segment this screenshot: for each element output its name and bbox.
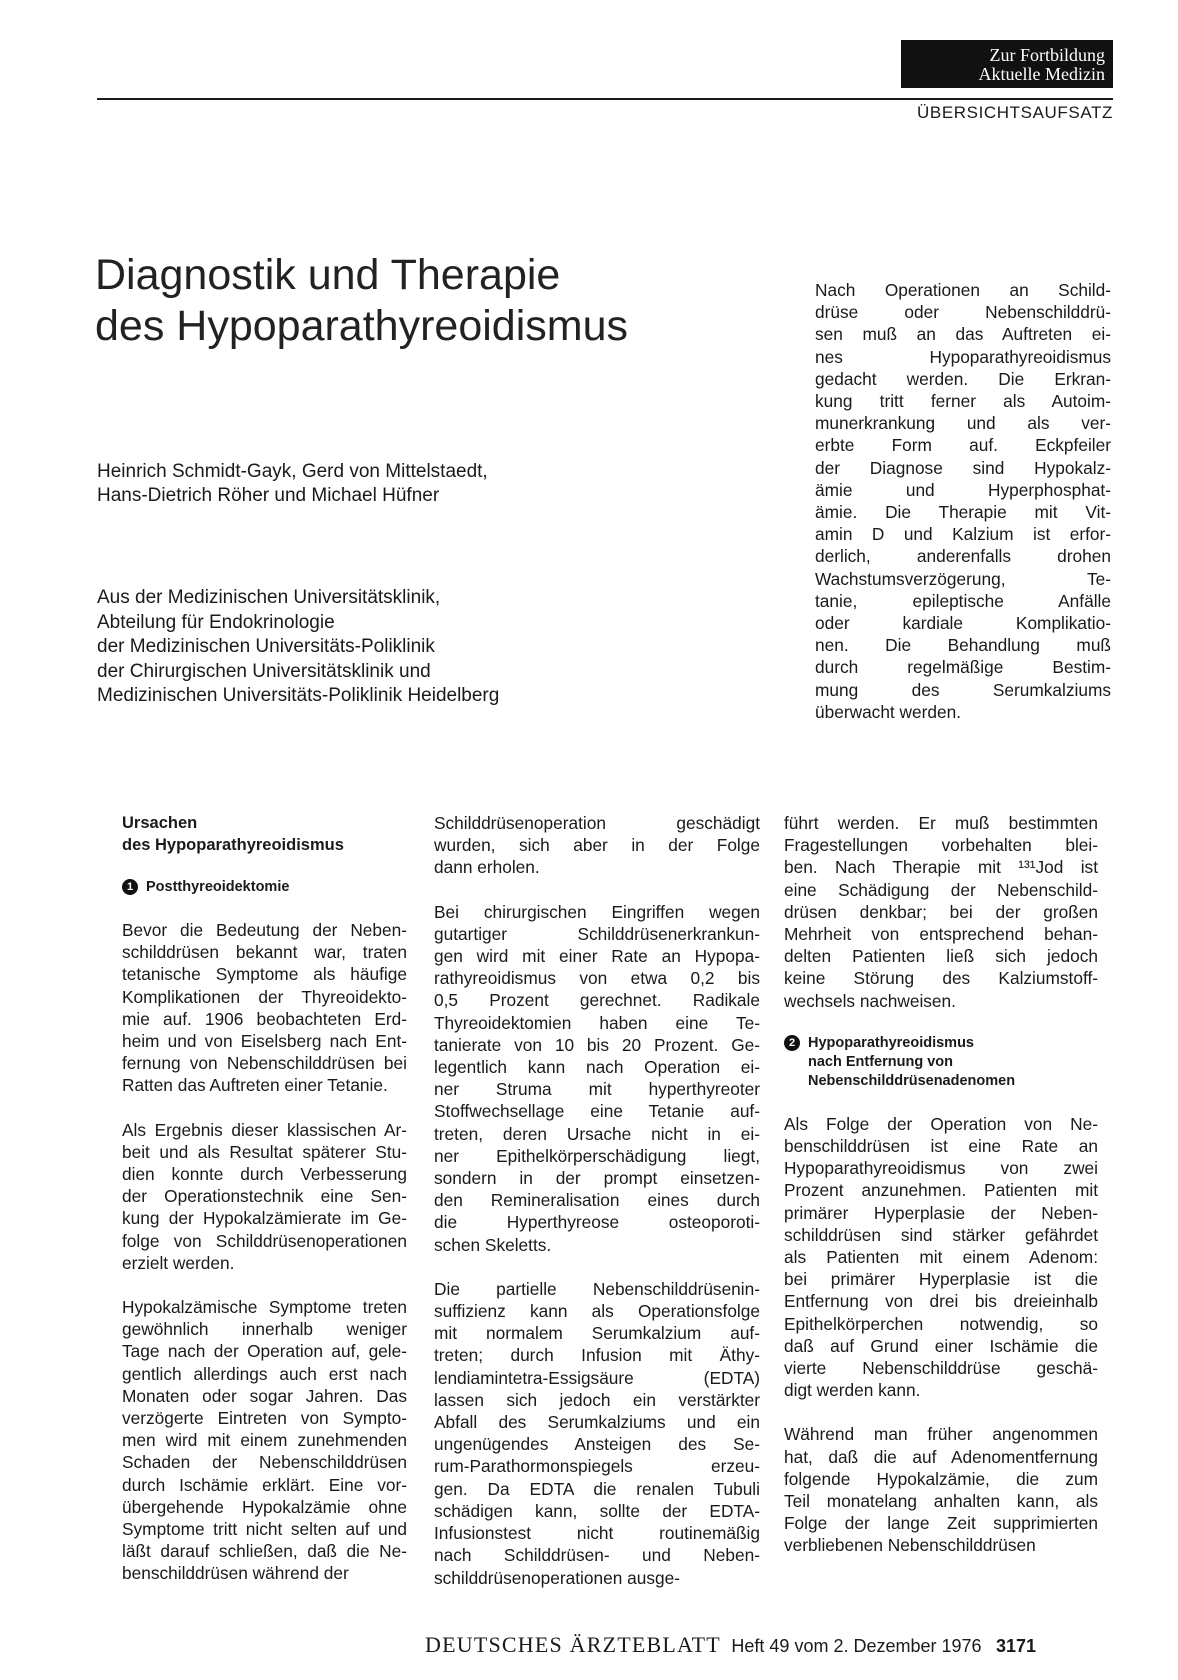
- text-line: Teil monatelang anhalten kann, als: [784, 1491, 1098, 1512]
- text-line: wechsels nachweisen.: [784, 990, 956, 1011]
- text-line: beit und als Resultat späterer Stu-: [122, 1141, 407, 1162]
- text-line: der Operationstechnik eine Sen-: [122, 1186, 407, 1207]
- paragraph: [122, 919, 407, 1097]
- text-line: verzögerte Eintreten von Sympto-: [122, 1408, 407, 1429]
- text-line: Hypokalzämische Symptome treten: [122, 1297, 407, 1318]
- text-line: oder kardiale Komplikatio-: [815, 613, 1111, 634]
- text-line: folgende Hypokalzämie, die zum: [784, 1468, 1098, 1489]
- badge-line: Zur Fortbildung: [989, 45, 1105, 65]
- text-line: Während man früher angenommen: [784, 1424, 1098, 1445]
- affiliation: [97, 586, 697, 709]
- text-line: sondern in der prompt einsetzen-: [434, 1168, 760, 1189]
- text-line: Bevor die Bedeutung der Neben-: [122, 920, 407, 940]
- text-line: durch regelmäßige Bestim-: [815, 657, 1111, 678]
- text-line: rathyreoidismus von etwa 0,2 bis: [434, 968, 760, 989]
- text-line: ner Struma mit hyperthyreoter: [434, 1079, 760, 1100]
- paragraph: [784, 1423, 1098, 1556]
- column-3: [784, 812, 1098, 1557]
- text-line: mit normalem Serumkalzium auf-: [434, 1323, 760, 1344]
- text-line: führt werden. Er muß bestimmten: [784, 813, 1098, 833]
- text-line: schilddrüsenoperationen ausge-: [434, 1567, 680, 1588]
- subsection-title: [808, 1034, 1015, 1091]
- page-footer: [425, 1632, 1115, 1658]
- text-line: überwacht werden.: [815, 701, 962, 722]
- badge-line: Aktuelle Medizin: [978, 64, 1105, 84]
- title-line: Diagnostik und Therapie: [95, 251, 561, 299]
- title-line: des Hypoparathyreoidismus: [95, 302, 628, 350]
- issue-info: Heft 49 vom 2. Dezember 1976: [731, 1636, 982, 1656]
- text-line: gentlich allerdings auch erst nach: [122, 1363, 407, 1384]
- subsection-number-badge: 1: [122, 879, 138, 895]
- column-2: [434, 812, 760, 1589]
- subsection-number-badge: 2: [784, 1035, 800, 1051]
- text-line: Entfernung von drei bis dreieinhalb: [784, 1291, 1098, 1312]
- paragraph: [434, 1278, 760, 1589]
- text-line: Abfall des Serumkalziums und ein: [434, 1412, 760, 1433]
- text-line: gen wird mit einer Rate an Hypopa-: [434, 946, 760, 967]
- text-line: benschilddrüsen ist eine Rate an: [784, 1136, 1098, 1157]
- text-line: schädigen kann, sollte der EDTA-: [434, 1500, 760, 1521]
- text-line: ben. Nach Therapie mit ¹³¹Jod ist: [784, 857, 1098, 878]
- journal-name: DEUTSCHES ÄRZTEBLATT: [425, 1632, 721, 1657]
- text-line: legentlich kann nach Operation ei-: [434, 1057, 760, 1078]
- text-line: fernung von Nebenschilddrüsen bei: [122, 1053, 407, 1074]
- text-line: Komplikationen der Thyreoidekto-: [122, 986, 407, 1007]
- text-line: Stoffwechsellage eine Tetanie auf-: [434, 1101, 760, 1122]
- text-line: delten Patienten ließ sich jedoch: [784, 946, 1098, 967]
- subsection-title-line: Postthyreoidektomie: [146, 879, 290, 895]
- text-line: 0,5 Prozent gerechnet. Radikale: [434, 990, 760, 1011]
- column-1: [122, 812, 407, 1585]
- paragraph: [434, 901, 760, 1256]
- text-line: gen. Da EDTA die renalen Tubuli: [434, 1478, 760, 1499]
- text-line: drüsen denkbar; bei der großen: [784, 901, 1098, 922]
- text-line: übergehende Hypokalzämie ohne: [122, 1496, 407, 1517]
- text-line: dien konnte durch Verbesserung: [122, 1164, 407, 1185]
- text-line: Nach Operationen an Schild-: [815, 280, 1111, 300]
- text-line: durch Ischämie erklärt. Eine vor-: [122, 1474, 407, 1495]
- text-line: ner Epithelkörperschädigung liegt,: [434, 1145, 760, 1166]
- text-line: bei primärer Hyperplasie ist die: [784, 1269, 1098, 1290]
- affiliation-line: Abteilung für Endokrinologie: [97, 611, 335, 633]
- text-line: gewöhnlich innerhalb weniger: [122, 1319, 407, 1340]
- text-line: benschilddrüsen während der: [122, 1563, 349, 1584]
- text-line: nen. Die Behandlung muß: [815, 635, 1111, 656]
- text-line: lendiamintetra-Essigsäure (EDTA): [434, 1367, 760, 1388]
- text-line: dann erholen.: [434, 857, 540, 878]
- text-line: ämie. Die Therapie mit Vit-: [815, 502, 1111, 523]
- text-line: schilddrüsen bekannt war, traten: [122, 942, 407, 963]
- text-line: Ratten das Auftreten einer Tetanie.: [122, 1075, 388, 1096]
- section-label: ÜBERSICHTSAUFSATZ: [917, 103, 1113, 122]
- article-title: [95, 250, 795, 352]
- text-line: heim und von Eiselsberg nach Ent-: [122, 1031, 407, 1052]
- author-list: [97, 460, 657, 508]
- text-line: gedacht werden. Die Erkran-: [815, 368, 1111, 389]
- text-line: ungenügendes Ansteigen des Se-: [434, 1434, 760, 1455]
- section-heading: [122, 812, 407, 856]
- page-number: 3171: [996, 1636, 1037, 1656]
- text-line: Wachstumsverzögerung, Te-: [815, 568, 1111, 589]
- text-line: Schilddrüsenoperation geschädigt: [434, 813, 760, 833]
- text-line: gutartiger Schilddrüsenerkrankun-: [434, 923, 760, 944]
- text-line: Thyreoidektomien haben eine Te-: [434, 1012, 760, 1033]
- text-line: der Diagnose sind Hypokalz-: [815, 457, 1111, 478]
- affiliation-line: Aus der Medizinischen Universitätsklinik,: [97, 587, 441, 608]
- text-line: digt werden kann.: [784, 1380, 921, 1401]
- text-line: tanie, epileptische Anfälle: [815, 590, 1111, 611]
- author-line: Hans-Dietrich Röher und Michael Hüfner: [97, 485, 440, 506]
- text-line: folge von Schilddrüsenoperationen: [122, 1230, 407, 1251]
- author-line: Heinrich Schmidt-Gayk, Gerd von Mittelstaedt,: [97, 461, 488, 482]
- text-line: treten; durch Infusion mit Äthy-: [434, 1345, 760, 1366]
- category-badge: [901, 40, 1113, 88]
- text-line: men wird mit einem zunehmenden: [122, 1430, 407, 1451]
- heading-line: des Hypoparathyreoidismus: [122, 836, 344, 854]
- text-line: suffizienz kann als Operationsfolge: [434, 1301, 760, 1322]
- text-line: sen muß an das Auftreten ei-: [815, 324, 1111, 345]
- text-line: nach Schilddrüsen- und Neben-: [434, 1545, 760, 1566]
- text-line: treten, deren Ursache nicht in ei-: [434, 1123, 760, 1144]
- text-line: vierte Nebenschilddrüse geschä-: [784, 1358, 1098, 1379]
- text-line: tetanische Symptome als häufige: [122, 964, 407, 985]
- text-line: die Hyperthyreose osteoporoti-: [434, 1212, 760, 1233]
- text-line: keine Störung des Kalziumstoff-: [784, 968, 1098, 989]
- text-line: Symptome tritt nicht selten auf und: [122, 1519, 407, 1540]
- subsection-title-line: nach Entfernung von: [808, 1053, 953, 1070]
- text-line: den Remineralisation eines durch: [434, 1190, 760, 1211]
- text-line: munerkrankung und als ver-: [815, 413, 1111, 434]
- text-line: daß auf Grund einer Ischämie die: [784, 1335, 1098, 1356]
- text-line: rum-Parathormonspiegels erzeu-: [434, 1456, 760, 1477]
- text-line: Die partielle Nebenschilddrüsenin-: [434, 1278, 760, 1299]
- text-line: läßt darauf schließen, daß die Ne-: [122, 1541, 407, 1562]
- subsection-title-line: Hypoparathyreoidismus: [808, 1034, 974, 1051]
- text-line: erzielt werden.: [122, 1252, 235, 1273]
- text-line: Als Folge der Operation von Ne-: [784, 1113, 1098, 1134]
- affiliation-line: Medizinischen Universitäts-Poliklinik Heidelberg: [97, 685, 500, 706]
- text-line: mie auf. 1906 beobachteten Erd-: [122, 1008, 407, 1029]
- text-line: erbte Form auf. Eckpfeiler: [815, 435, 1111, 456]
- text-line: eine Schädigung der Nebenschild-: [784, 879, 1098, 900]
- text-line: ämie und Hyperphosphat-: [815, 479, 1111, 500]
- text-line: Bei chirurgischen Eingriffen wegen: [434, 901, 760, 922]
- text-line: tanierate von 10 bis 20 Prozent. Ge-: [434, 1034, 760, 1055]
- column-3-paragraphs-b: [784, 1113, 1098, 1557]
- text-line: drüse oder Nebenschilddrü-: [815, 302, 1111, 323]
- text-line: nes Hypoparathyreoidismus: [815, 346, 1111, 367]
- text-line: Schaden der Nebenschilddrüsen: [122, 1452, 407, 1473]
- text-line: amin D und Kalzium ist erfor-: [815, 524, 1111, 545]
- paragraph: [122, 1119, 407, 1274]
- column-1-paragraphs: [122, 919, 407, 1585]
- text-line: kung tritt ferner als Autoim-: [815, 391, 1111, 412]
- text-line: Fragestellungen vorbehalten blei-: [784, 835, 1098, 856]
- text-line: derlich, anderenfalls drohen: [815, 546, 1111, 567]
- affiliation-line: der Chirurgischen Universitätsklinik und: [97, 660, 431, 682]
- text-line: kung der Hypokalzämierate im Ge-: [122, 1208, 407, 1229]
- text-line: verbliebenen Nebenschilddrüsen: [784, 1535, 1036, 1556]
- text-line: wurden, sich aber in der Folge: [434, 835, 760, 856]
- text-line: lassen sich jedoch ein verstärkter: [434, 1389, 760, 1410]
- heading-line: Ursachen: [122, 814, 198, 832]
- text-line: Folge der lange Zeit supprimierten: [784, 1513, 1098, 1534]
- text-line: Prozent anzunehmen. Patienten mit: [784, 1180, 1098, 1201]
- text-line: als Patienten mit einem Adenom:: [784, 1247, 1098, 1268]
- column-2-paragraphs: [434, 812, 760, 1589]
- text-line: schilddrüsen sind stärker gefährdet: [784, 1224, 1098, 1245]
- subsection-heading-1: [122, 878, 407, 897]
- abstract: [815, 279, 1111, 723]
- paragraph: [784, 1113, 1098, 1402]
- text-line: Als Ergebnis dieser klassischen Ar-: [122, 1119, 407, 1140]
- header-rule: [97, 98, 1113, 100]
- text-line: Epithelkörperchen notwendig, so: [784, 1313, 1098, 1334]
- subsection-heading-2: [784, 1034, 1098, 1091]
- paragraph: [434, 812, 760, 879]
- text-line: Infusionstest nicht routinemäßig: [434, 1523, 760, 1544]
- subsection-title-line: Nebenschilddrüsenadenomen: [808, 1072, 1016, 1089]
- affiliation-line: der Medizinischen Universitäts-Poliklinik: [97, 636, 435, 657]
- subsection-title: [146, 878, 289, 897]
- text-line: hat, daß die auf Adenomentfernung: [784, 1446, 1098, 1467]
- text-line: Monaten oder sogar Jahren. Das: [122, 1385, 407, 1406]
- paragraph: [784, 812, 1098, 1012]
- text-line: schen Skeletts.: [434, 1234, 552, 1255]
- text-line: Hypoparathyreoidismus von zwei: [784, 1158, 1098, 1179]
- text-line: primärer Hyperplasie der Neben-: [784, 1202, 1098, 1223]
- text-line: Tage nach der Operation auf, gele-: [122, 1341, 407, 1362]
- column-3-paragraphs: [784, 812, 1098, 1012]
- text-line: mung des Serumkalziums: [815, 679, 1111, 700]
- text-line: Mehrheit von entsprechend behan-: [784, 924, 1098, 945]
- paragraph: [122, 1296, 407, 1585]
